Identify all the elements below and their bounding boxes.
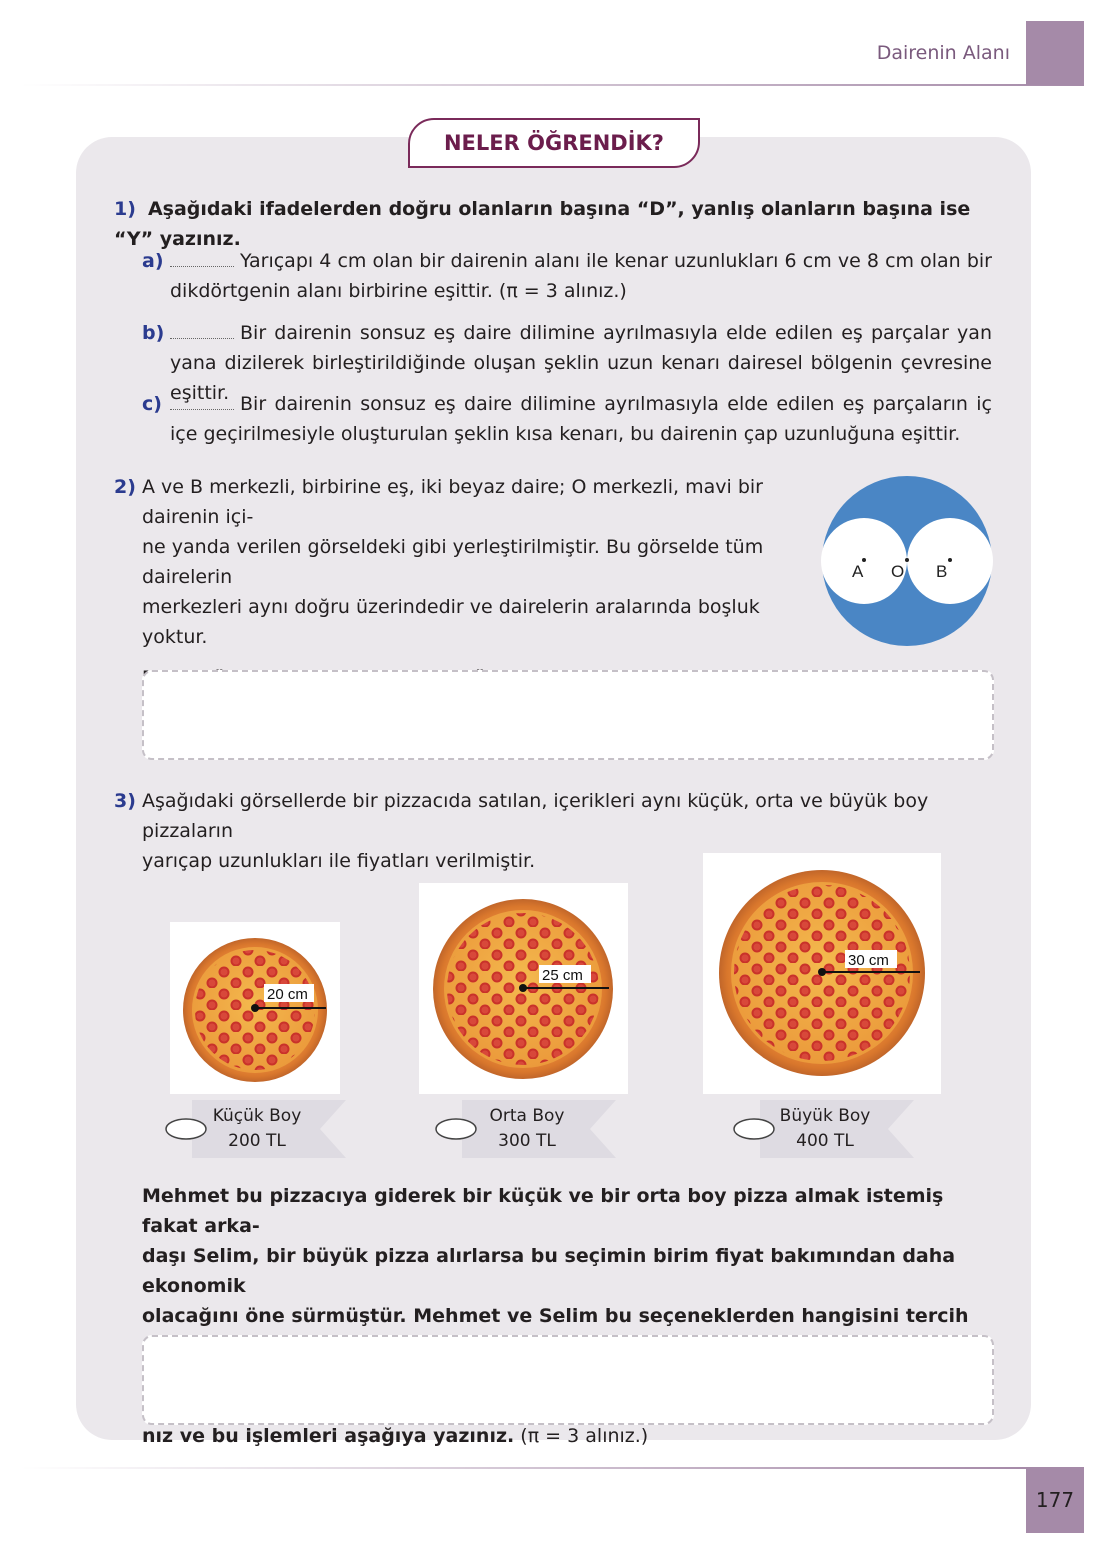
statement-c	[142, 389, 992, 449]
pizza-image-small	[170, 922, 340, 1094]
statement-a	[142, 246, 992, 306]
answer-box-q3[interactable]	[142, 1335, 994, 1425]
label-b: B	[936, 562, 948, 581]
pizza-card-medium	[419, 883, 628, 1094]
question-number: 1)	[114, 198, 136, 220]
center-o-dot	[905, 558, 909, 562]
section-badge: NELER ÖĞRENDİK?	[408, 118, 700, 168]
radius-label: 20 cm	[267, 986, 308, 1003]
prompt-line: daşı Selim, bir büyük pizza alırlarsa bu seçimin birim fiyat bakımından daha ekonomik	[142, 1245, 956, 1297]
prompt-note: (π = 3 alınız.)	[514, 1425, 649, 1447]
pizza-image-large	[703, 853, 941, 1094]
label-a: A	[852, 562, 864, 581]
header-rule	[20, 84, 1084, 86]
question-number: 2)	[114, 476, 136, 498]
statement-label: c)	[142, 393, 162, 415]
label-o: O	[891, 562, 905, 581]
circles-figure	[820, 474, 994, 648]
pizza-price: 200 TL	[228, 1131, 286, 1151]
prompt-line: Mehmet bu pizzacıya giderek bir küçük ve bir orta boy pizza almak istemiş fakat arka-	[142, 1185, 944, 1237]
question-line: merkezleri aynı doğru üzerindedir ve dairelerin aralarında boşluk yoktur.	[142, 596, 760, 648]
pizza-label-large	[760, 1104, 890, 1154]
pizza-size-name: Orta Boy	[489, 1106, 565, 1126]
pizza-card-large	[703, 853, 941, 1094]
pizza-price: 300 TL	[498, 1131, 556, 1151]
pizza-size-name: Küçük Boy	[212, 1106, 302, 1126]
answer-blank[interactable]	[170, 320, 234, 339]
question-line: yarıçap uzunlukları ile fiyatları verilmiştir.	[142, 850, 536, 872]
center-dot	[251, 1004, 259, 1012]
pizza-card-small	[170, 922, 340, 1094]
statement-label: b)	[142, 322, 165, 344]
radius-label: 30 cm	[848, 952, 889, 969]
statement-text: Bir dairenin sonsuz eş daire dilimine ayrılmasıyla elde edilen eş parçalar yan yana dizilerek birleştirildiğinde oluşan şeklin uzun kenarı dairesel bölgenin çevresine eşittir.	[170, 322, 992, 404]
pizza-price: 400 TL	[796, 1131, 854, 1151]
question-number: 3)	[114, 790, 136, 812]
pizza-label-small	[192, 1104, 322, 1154]
question-line: ne yanda verilen görseldeki gibi yerleştirilmiştir. Bu görselde tüm dairelerin	[142, 536, 764, 588]
prompt-line: olacağını öne sürmüştür. Mehmet ve Selim bu seçeneklerden hangisini tercih	[142, 1305, 969, 1327]
answer-blank[interactable]	[170, 248, 234, 267]
prompt-line: nız ve bu işlemleri aşağıya yazınız.	[142, 1425, 515, 1447]
footer-rule	[20, 1467, 1028, 1469]
answer-box-q2[interactable]	[142, 670, 994, 760]
header-tab	[1026, 21, 1084, 85]
statement-text: Yarıçapı 4 cm olan bir dairenin alanı ile kenar uzunlukları 6 cm ve 8 cm olan bir dikdörtgenin alanı birbirine eşittir. (π = 3 alınız.)	[170, 250, 992, 302]
pizza-size-name: Büyük Boy	[779, 1106, 871, 1126]
statement-label: a)	[142, 250, 164, 272]
center-dot	[818, 968, 826, 976]
center-dot	[519, 984, 527, 992]
answer-blank[interactable]	[170, 391, 234, 410]
question-text: Aşağıdaki ifadelerden doğru olanların başına “D”, yanlış olanların başına ise “Y” yazınız.	[114, 198, 971, 250]
question-line: Aşağıdaki görsellerde bir pizzacıda satılan, içerikleri aynı küçük, orta ve büyük boy pizzaların	[142, 790, 929, 842]
question-line: A ve B merkezli, birbirine eş, iki beyaz daire; O merkezli, mavi bir dairenin içi-	[142, 476, 763, 528]
center-b-dot	[948, 558, 952, 562]
question-1	[114, 194, 1014, 254]
page-number: 177	[1026, 1467, 1084, 1533]
pizza-image-medium	[419, 883, 628, 1094]
radius-label: 25 cm	[542, 967, 583, 984]
statement-text: Bir dairenin sonsuz eş daire dilimine ayrılmasıyla elde edilen eş parçaların iç içe geçirilmesiyle oluşturulan şeklin kısa kenarı, bu dairenin çap uzunluğuna eşittir.	[170, 393, 992, 445]
chapter-title: Dairenin Alanı	[876, 42, 1010, 64]
pizza-label-medium	[462, 1104, 592, 1154]
